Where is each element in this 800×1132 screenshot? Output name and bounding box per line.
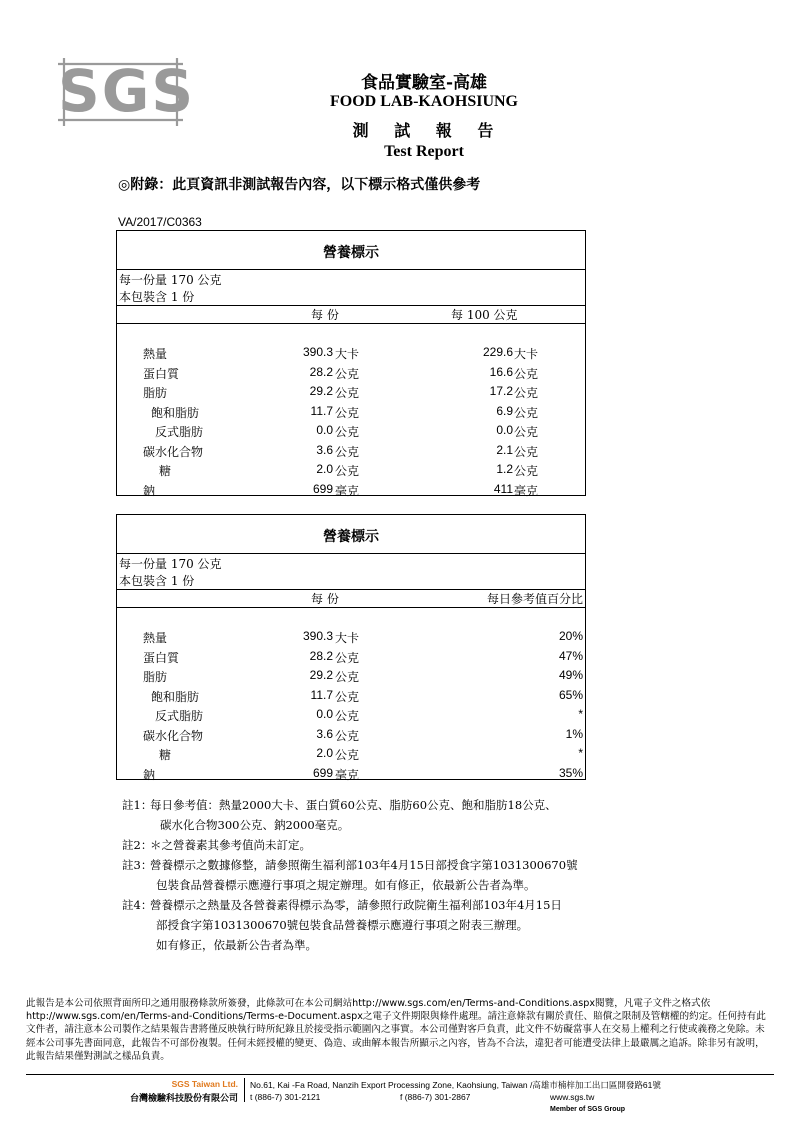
nutrient-name: 鈉 (143, 767, 156, 782)
per-100g-unit: 公克 (514, 366, 539, 381)
lab-name-en: FOOD LAB-KAOHSIUNG (329, 93, 518, 110)
per-serving-value: 3.6 (316, 726, 333, 741)
per-serving-value: 2.0 (316, 746, 333, 760)
col-per-serving: 每 份 (311, 308, 339, 322)
note-text: 包裝食品營養標示應遵行事項之規定辦理。如有修正，依最新公告者為準。 (156, 878, 536, 892)
nutrient-name: 蛋白質 (143, 650, 180, 665)
note-text: 部授食字第1031300670號包裝食品營養標示應遵行事項之附表三辦理。 (156, 918, 529, 932)
member-of-sgs: Member of SGS Group (550, 1106, 626, 1113)
table-title: 營養標示 (323, 529, 379, 545)
per-serving-unit: 毫克 (335, 767, 360, 782)
nutrient-name: 糖 (159, 748, 172, 762)
daily-value-percent: 1% (565, 726, 583, 741)
col-daily-value: 每日參考值百分比 (486, 592, 583, 606)
per-serving-value: 699 (312, 481, 333, 496)
col-per-100g: 每 100 公克 (451, 308, 518, 322)
per-serving-unit: 公克 (335, 670, 360, 684)
col-per-serving: 每 份 (311, 592, 339, 606)
daily-value-percent: 47% (558, 648, 583, 663)
nutrient-name: 脂肪 (143, 386, 168, 400)
per-serving-value: 28.2 (309, 648, 333, 663)
per-serving-value: 390.3 (302, 345, 333, 359)
per-serving-value: 11.7 (310, 687, 333, 702)
footer-divider (26, 1074, 774, 1075)
per-serving-unit: 公克 (335, 386, 360, 400)
daily-value-percent: * (578, 707, 583, 721)
report-title-cn: 測 試 報 告 (352, 121, 504, 140)
nutrient-name: 脂肪 (143, 670, 168, 684)
footer-company (120, 1079, 238, 1104)
per-100g-value: 2.1 (496, 442, 513, 457)
appendix-note: ◎附錄：此頁資訊非測試報告內容，以下標示格式僅供參考 (118, 177, 481, 193)
company-fax: f (886-7) 301-2867 (400, 1092, 471, 1102)
note-label: 註1： (122, 798, 153, 812)
per-100g-unit: 公克 (514, 444, 539, 459)
per-serving-value: 11.7 (310, 403, 333, 418)
nutrient-name: 鈉 (143, 483, 156, 498)
per-serving-unit: 公克 (335, 464, 360, 478)
company-name-en: SGS Taiwan Ltd. (171, 1079, 238, 1089)
per-serving-value: 29.2 (309, 668, 333, 682)
serving-size: 每一份量 170 公克 (119, 557, 222, 571)
daily-value-percent: 35% (558, 765, 583, 780)
nutrient-name: 熱量 (143, 347, 168, 361)
per-100g-unit: 大卡 (514, 347, 539, 361)
servings-per-package: 本包裝含 1 份 (119, 574, 195, 588)
nutrient-name: 碳水化合物 (143, 444, 204, 459)
nutrient-name: 糖 (159, 464, 172, 478)
per-100g-value: 1.2 (496, 462, 513, 476)
company-tel: t (886-7) 301-2121 (250, 1092, 321, 1102)
note-label: 註3： (122, 858, 153, 872)
per-serving-unit: 毫克 (335, 483, 360, 498)
disclaimer: 此報告是本公司依照背面所印之通用服務條款所簽發，此條款可在本公司網站http://www.sgs.com/en/Terms-and-Conditions.aspx閱覽，凡電子文件之格式依http://www.sgs.com/en/Terms-and-Conditions/Terms-e-Document.aspx之電子文件期限與條件處理。請注意條款有關於責任、賠償之限制及管轄權的約定。任何持有此文件者，請注意本公司製作之結果報告書將僅反映執行時所紀錄且於接受指示範圍內之事實。本公司僅對客戶負責，此文件不妨礙當事人在交易上權利之行使或義務之免除。未經本公司事先書面同意，此報告不可部份複製。任何未經授權的變更、偽造、或曲解本報告所顯示之內容，皆為不合法，違犯者可能遭受法律上最嚴厲之追訴。除非另有說明，此報告結果僅對測試之樣品負責。 (26, 998, 766, 1062)
servings-per-package: 本包裝含 1 份 (119, 290, 195, 304)
company-address: No.61, Kai -Fa Road, Nanzih Export Processing Zone, Kaohsiung, Taiwan /高雄市楠梓加工出口區開發路61號 (250, 1080, 661, 1090)
note-text: 如有修正，依最新公告者為準。 (156, 938, 317, 952)
sgs-logo-text: SGS (58, 57, 196, 125)
per-100g-unit: 毫克 (514, 483, 539, 498)
per-100g-value: 229.6 (482, 345, 513, 359)
per-serving-unit: 公克 (335, 728, 360, 743)
per-serving-unit: 公克 (335, 709, 360, 723)
per-serving-unit: 公克 (335, 444, 360, 459)
footer-sep (244, 1078, 245, 1102)
per-serving-value: 0.0 (316, 707, 333, 721)
per-100g-unit: 公克 (514, 425, 539, 439)
serving-size: 每一份量 170 公克 (119, 273, 222, 287)
per-serving-value: 2.0 (316, 462, 333, 476)
per-serving-unit: 公克 (335, 366, 360, 381)
report-title-en: Test Report (384, 143, 464, 160)
per-serving-unit: 公克 (335, 425, 360, 439)
nutrient-name: 反式脂肪 (155, 425, 204, 439)
per-serving-value: 3.6 (316, 442, 333, 457)
daily-value-percent: 20% (558, 629, 583, 643)
note-text: 營養標示之數據修整，請參照衛生福利部103年4月15日部授食字第1031300670號 (150, 858, 578, 872)
nutrient-name: 飽和脂肪 (151, 689, 200, 704)
per-100g-unit: 公克 (514, 405, 539, 420)
nutrient-name: 飽和脂肪 (151, 405, 200, 420)
per-100g-value: 0.0 (496, 423, 513, 437)
nutrient-name: 蛋白質 (143, 366, 180, 381)
per-serving-unit: 公克 (335, 748, 360, 762)
per-100g-value: 17.2 (489, 384, 513, 398)
note-label: 註2： (122, 838, 153, 852)
per-serving-value: 0.0 (316, 423, 333, 437)
nutrient-name: 熱量 (143, 631, 168, 645)
nutrient-name: 碳水化合物 (143, 728, 204, 743)
table-title: 營養標示 (323, 245, 379, 261)
per-100g-value: 411 (493, 481, 513, 496)
nutrition-table-per-100g (116, 230, 586, 496)
note-text: 碳水化合物300公克、鈉2000毫克。 (160, 818, 350, 832)
nutrient-name: 反式脂肪 (155, 709, 204, 723)
company-name-cn: 台灣檢驗科技股份有限公司 (129, 1094, 238, 1104)
lab-name-cn: 食品實驗室-高雄 (360, 73, 488, 93)
per-100g-unit: 公克 (514, 464, 539, 478)
per-100g-unit: 公克 (514, 386, 539, 400)
note-text: ＊之營養素其參考值尚未訂定。 (150, 838, 311, 852)
note-label: 註4： (122, 898, 153, 912)
per-serving-unit: 公克 (335, 689, 360, 704)
per-serving-unit: 大卡 (335, 347, 360, 361)
note-text: 營養標示之熱量及各營養素得標示為零，請參照行政院衛生福利部103年4月15日 (150, 898, 562, 912)
per-100g-value: 16.6 (489, 364, 513, 379)
report-number: VA/2017/C0363 (118, 215, 202, 229)
daily-value-percent: 65% (558, 687, 583, 702)
nutrition-table-daily-value (116, 514, 586, 780)
per-serving-value: 390.3 (302, 629, 333, 643)
daily-value-percent: 49% (558, 668, 583, 682)
per-serving-unit: 大卡 (335, 631, 360, 645)
per-serving-value: 699 (312, 765, 333, 780)
note-text: 每日參考值：熱量2000大卡、蛋白質60公克、脂肪60公克、飽和脂肪18公克、 (150, 798, 557, 812)
per-serving-unit: 公克 (335, 405, 360, 420)
per-100g-value: 6.9 (496, 403, 513, 418)
per-serving-unit: 公克 (335, 650, 360, 665)
daily-value-percent: * (578, 746, 583, 760)
company-website[interactable]: www.sgs.tw (550, 1092, 595, 1102)
per-serving-value: 29.2 (309, 384, 333, 398)
per-serving-value: 28.2 (309, 364, 333, 379)
